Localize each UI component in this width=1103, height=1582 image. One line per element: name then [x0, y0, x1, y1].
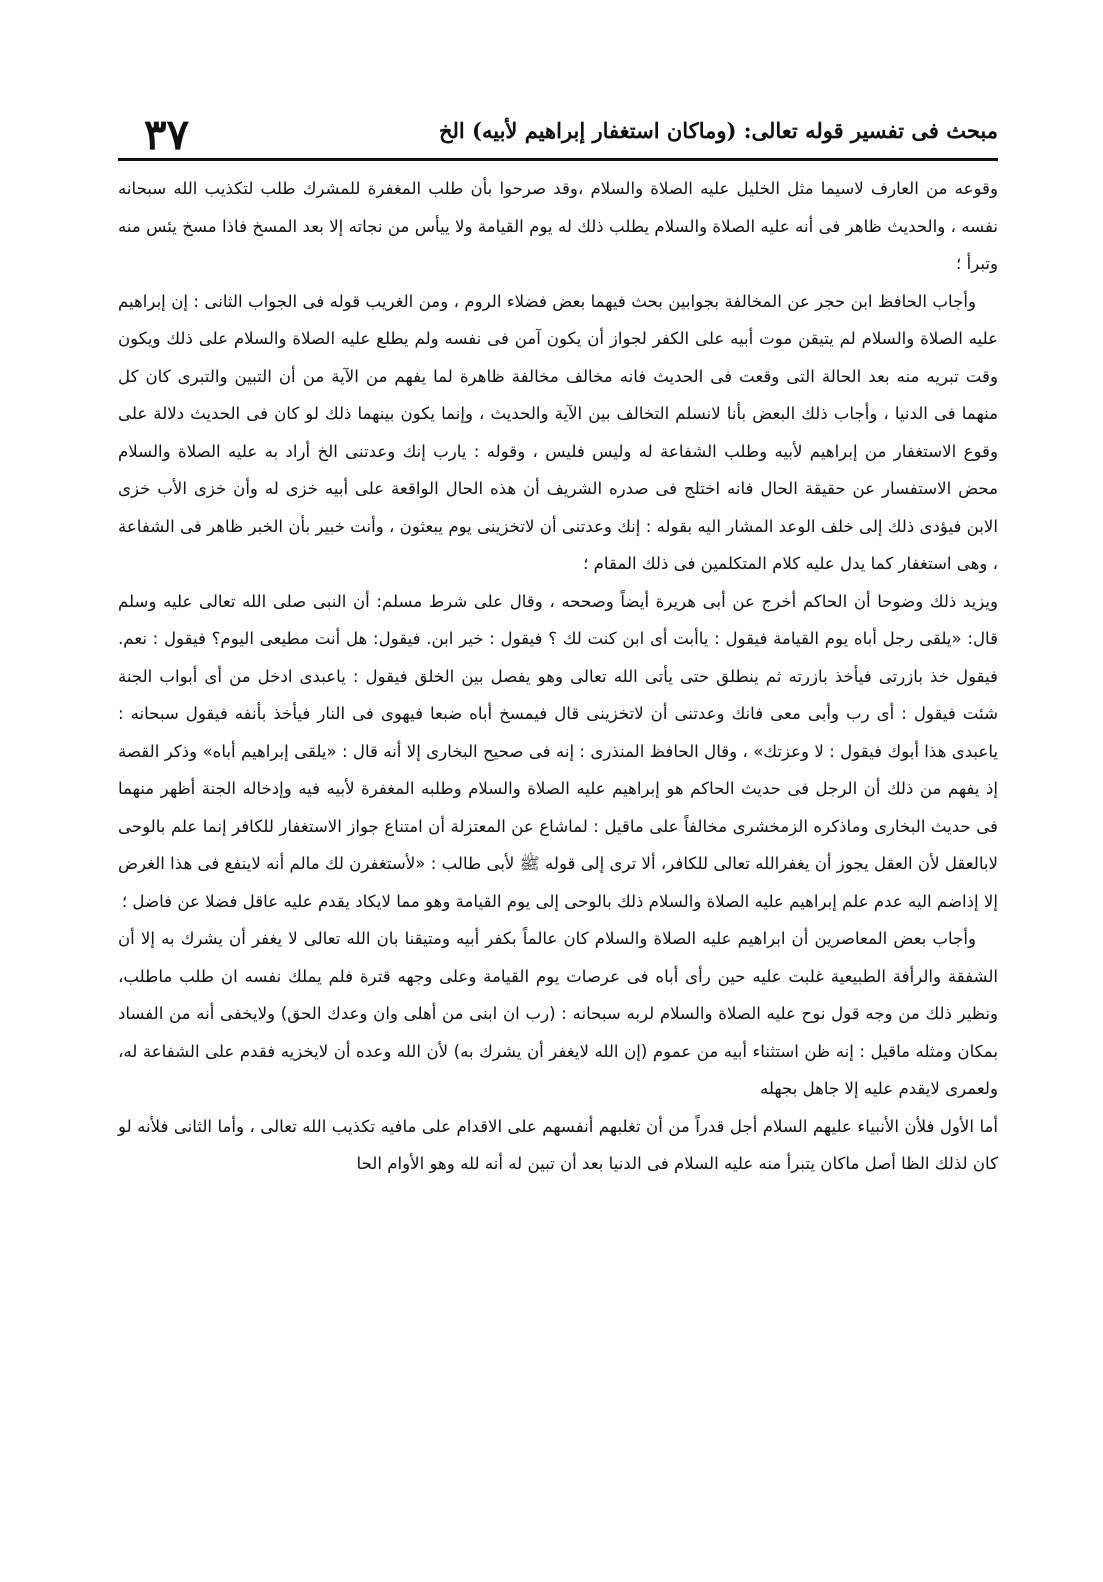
- paragraph-5: أما الأول فلأن الأنبياء عليهم السلام أجل قدراً من أن تغلبهم أنفسهم على الاقدام على مافيه تكذيب الله تعالى ، وأما الثانى فلأنه لو كان لذلك الظا أصل ماكان يتبرأ منه عليه السلام فى الدنيا بعد أن تبين له أنه لله وهو الأوام الحا: [118, 1116, 998, 1173]
- paragraph-1: وقوعه من العارف لاسيما مثل الخليل عليه الصلاة والسلام ،وقد صرحوا بأن طلب المغفرة للمشرك طلب لتكذيب الله سبحانه نفسه ، والحديث ظاهر فى أنه عليه الصلاة والسلام يطلب ذلك له يوم القيامة ولا ييأس من نجاته إلا بعد المسخ فاذا مسخ يئس منه وتبرأ ؛: [118, 179, 998, 273]
- running-title: مبحث فى تفسير قوله تعالى: (وماكان استغفار إبراهيم لأبيه) الخ: [438, 118, 998, 143]
- paragraph-3: ويزيد ذلك وضوحا أن الحاكم أخرج عن أبى هريرة أيضاً وصححه ، وقال على شرط مسلم: أن النبى صلى الله تعالى عليه وسلم قال: «يلقى رجل أباه يوم القيامة فيقول : ياأبت أى ابن كنت لك ؟ فيقول : خير ابن. فيقول: هل أنت مطيعى اليوم؟ فيقول : نعم. فيقول خذ بازرتى فيأخذ بازرته ثم ينطلق حتى يأتى الله تعالى وهو يفصل بين الخلق فيقول : ياعبدى ادخل من أى أبواب الجنة شئت فيقول : أى رب وأبى معى فانك وعدتنى أن لاتخزينى قال فيمسخ أباه ضبعا فيهوى فى النار فيأخذ بأنفه فيقول سبحانه : ياعبدى هذا أبوك فيقول : لا وعزتك» ، وقال الحافظ المنذرى : إنه فى صحيح البخارى إلا أنه قال : «يلقى إبراهيم أباه» وذكر القصة إذ يفهم من ذلك أن الرجل فى حديث الحاكم هو إبراهيم عليه الصلاة والسلام وطلبه المغفرة لأبيه فيه وإدخاله الجنة أظهر منهما فى حديث البخارى وماذكره الزمخشرى مخالفاً على ماقيل : لماشاع عن المعتزلة أن امتناع جواز الاستغفار للكافر إنما علم بالوحى لابالعقل لأن العقل يجوز أن يغفرالله تعالى للكافر، ألا ترى إلى قوله ﷺ لأبى طالب : «لأستغفرن لك مالم أنه لاينفع فى هذا الغرض إلا إذاضم اليه عدم علم إبراهيم عليه الصلاة والسلام ذلك بالوحى إلى يوم القيامة وهو مما لايكاد يقدم عليه عاقل فضلا عن فاضل ؛: [118, 591, 998, 911]
- page-body: [118, 170, 998, 1183]
- paragraph-4: وأجاب بعض المعاصرين أن ابراهيم عليه الصلاة والسلام كان عالماً بكفر أبيه ومتيقنا بان الله تعالى لا يغفر أن يشرك به إلا أن الشفقة والرأفة الطبيعية غلبت عليه حين رأى أباه فى عرصات يوم القيامة وعلى وجهه قترة فلم يملك نفسه ان طلب ماطلب، ونظير ذلك من وجه قول نوح عليه الصلاة والسلام لربه سبحانه : (رب ان ابنى من أهلى وان وعدك الحق) ولايخفى أنه من الفساد بمكان ومثله ماقيل : إنه ظن استثناء أبيه من عموم (إن الله لايغفر أن يشرك به) لأن الله وعده أن لايخزيه فقدم على الشفاعة له، ولعمرى لايقدم عليه إلا جاهل بجهله: [118, 929, 998, 1098]
- paragraph-2: وأجاب الحافظ ابن حجر عن المخالفة بجوابين بحث فيهما بعض فضلاء الروم ، ومن الغريب قوله فى الجواب الثانى : إن إبراهيم عليه الصلاة والسلام لم يتيقن موت أبيه على الكفر لجواز أن يكون آمن فى نفسه ولم يطلع عليه الصلاة والسلام على ذلك ويكون وقت تبريه منه بعد الحالة التى وقعت فى الحديث فانه مخالف مخالفة ظاهرة لما يفهم من الآية من أن التبين والتبرى كان كل منهما فى الدنيا ، وأجاب ذلك البعض بأنا لانسلم التخالف بين الآية والحديث ، وإنما يكون بينهما ذلك لو كان فى الحديث دلالة على وقوع الاستغفار من إبراهيم لأبيه وطلب الشفاعة له وليس فليس ، وقوله : يارب إنك وعدتنى الخ أراد به عليه الصلاة والسلام محض الاستفسار عن حقيقة الحال فانه اختلج فى صدره الشريف أن هذه الحال الواقعة على أبيه خزى له وأن خزى الأب خزى الابن فيؤدى ذلك إلى خلف الوعد المشار اليه بقوله : إنك وعدتنى أن لاتخزينى يوم يبعثون ، وأنت خبير بأن الخبر ظاهر فى الشفاعة ، وهى استغفار كما يدل عليه كلام المتكلمين فى ذلك المقام ؛: [118, 291, 998, 573]
- page-header: [118, 104, 998, 160]
- page-number: ٣٧: [144, 110, 190, 159]
- header-divider: [118, 158, 998, 161]
